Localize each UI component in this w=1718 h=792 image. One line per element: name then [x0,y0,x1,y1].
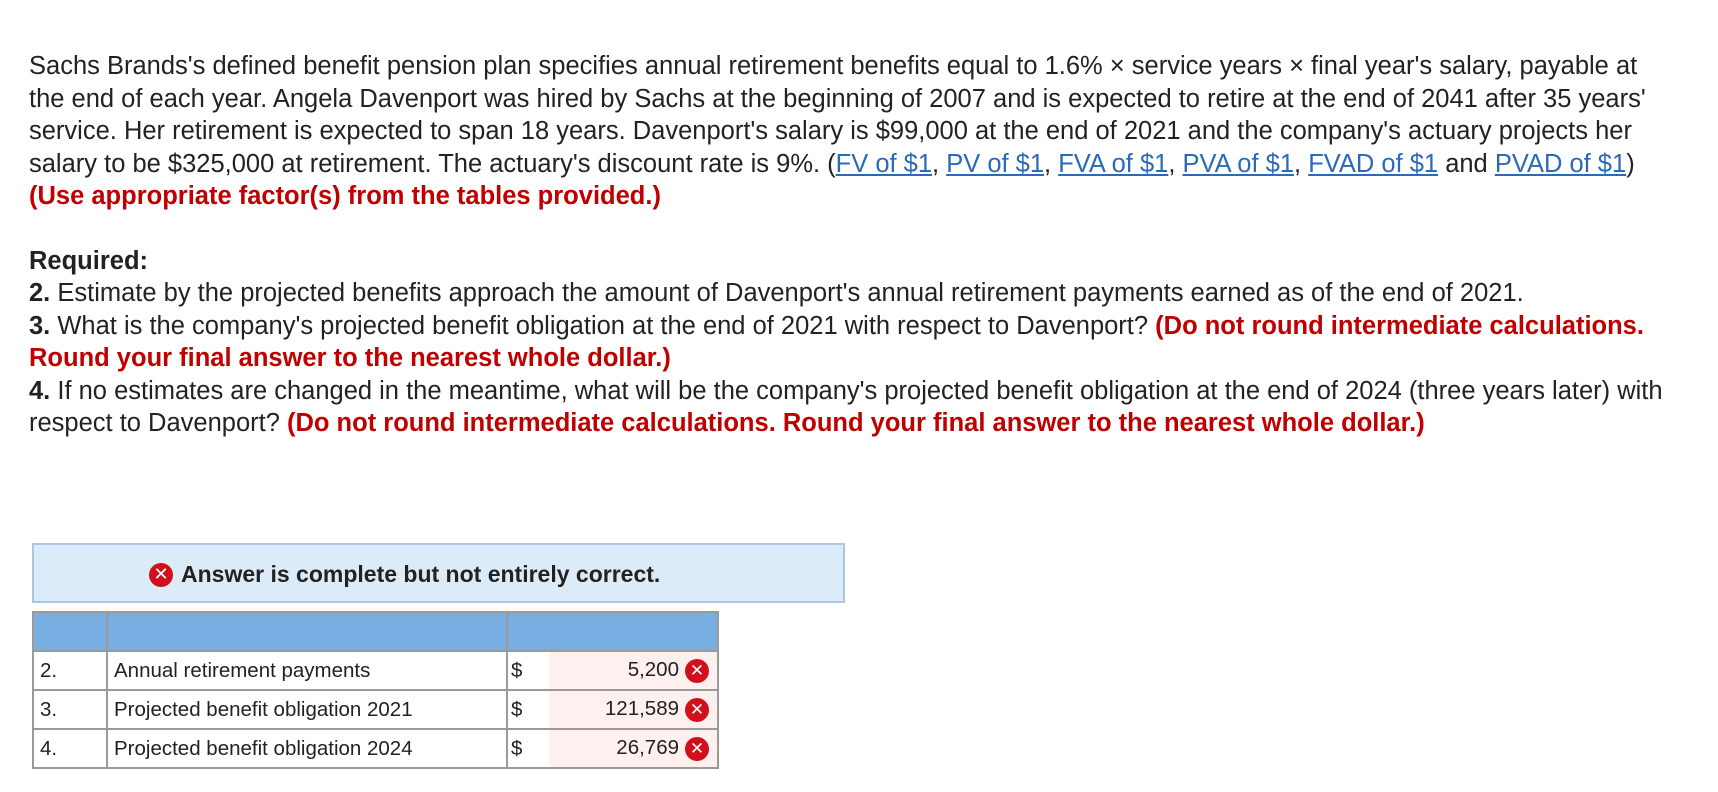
answer-input-pbo-2024[interactable] [549,729,718,768]
required-item-2: 2. Estimate by the projected benefits approach the amount of Davenport's annual retirement payments earned as of the end of 2021. [29,279,1524,307]
incorrect-icon: ✕ [685,659,709,683]
row-label: Projected benefit obligation 2024 [107,729,507,768]
answer-value: 5,200 [627,658,679,682]
row-number: 2. [33,651,107,690]
link-pva-table[interactable]: PVA of $1 [1182,149,1295,178]
required-label: Required: [29,246,149,275]
required-section [29,245,1669,440]
x-circle-icon: ✕ [149,563,173,587]
answer-input-annual-payments[interactable] [549,651,718,690]
link-fva-table[interactable]: FVA of $1 [1058,149,1169,178]
link-pv-table[interactable]: PV of $1 [946,149,1045,178]
feedback-banner [32,543,845,603]
currency-symbol: $ [507,729,549,768]
feedback-text: Answer is complete but not entirely correct. [181,561,661,587]
table-instruction: (Use appropriate factor(s) from the tables provided.) [29,182,661,210]
link-pvad-table[interactable]: PVAD of $1 [1494,149,1627,178]
answer-value: 26,769 [616,736,679,760]
table-row [33,729,718,768]
link-fvad-table[interactable]: FVAD of $1 [1308,149,1439,178]
row-number: 4. [33,729,107,768]
row-number: 3. [33,690,107,729]
row-label: Projected benefit obligation 2021 [107,690,507,729]
link-fv-table[interactable]: FV of $1 [835,149,933,178]
required-item-4: 4. If no estimates are changed in the meantime, what will be the company's projected benefit obligation at the end of 2024 (three years later) with respect to Davenport? (Do not round intermediate calculations. Round your final answer to the nearest whole dollar.) [29,376,1663,437]
incorrect-icon: ✕ [685,737,709,761]
required-item-3: 3. What is the company's projected benefit obligation at the end of 2021 with respect to Davenport? (Do not round intermediate calculations. Round your final answer to the nearest whole dollar.) [29,311,1644,372]
problem-intro: Sachs Brands's defined benefit pension plan specifies annual retirement benefits equal to 1.6% × service years × final year's salary, payable at the end of each year. Angela Davenport was hired by Sachs at the beginning of 2007 and is expected to retire at the end of 2041 after 35 years' service. Her retirement is expected to span 18 years. Davenport's salary is $99,000 at the end of 2021 and the company's actuary projects her salary to be $325,000 at retirement. The actuary's discount rate is 9%. ( [29,52,1646,178]
answer-value: 121,589 [604,697,679,721]
incorrect-icon: ✕ [685,698,709,722]
table-header-row [33,612,718,651]
answer-table [32,611,719,769]
currency-symbol: $ [507,690,549,729]
answer-input-pbo-2021[interactable] [549,690,718,729]
row-label: Annual retirement payments [107,651,507,690]
currency-symbol: $ [507,651,549,690]
question-content [29,50,1669,440]
table-row [33,690,718,729]
table-row [33,651,718,690]
problem-statement: Sachs Brands's defined benefit pension plan specifies annual retirement benefits equal to 1.6% × service years × final year's salary, payable at the end of each year. Angela Davenport was hired by Sachs at the beginning of 2007 and is expected to retire at the end of 2041 after 35 years' service. Her retirement is expected to span 18 years. Davenport's salary is $99,000 at the end of 2021 and the company's actuary projects her salary to be $325,000 at retirement. The actuary's discount rate is 9%. (FV of $1, PV of $1, FVA of $1, PVA of $1, FVAD of $1 and PVAD of $1) (Use appropriate factor(s) from the tables provided.) [29,52,1646,210]
